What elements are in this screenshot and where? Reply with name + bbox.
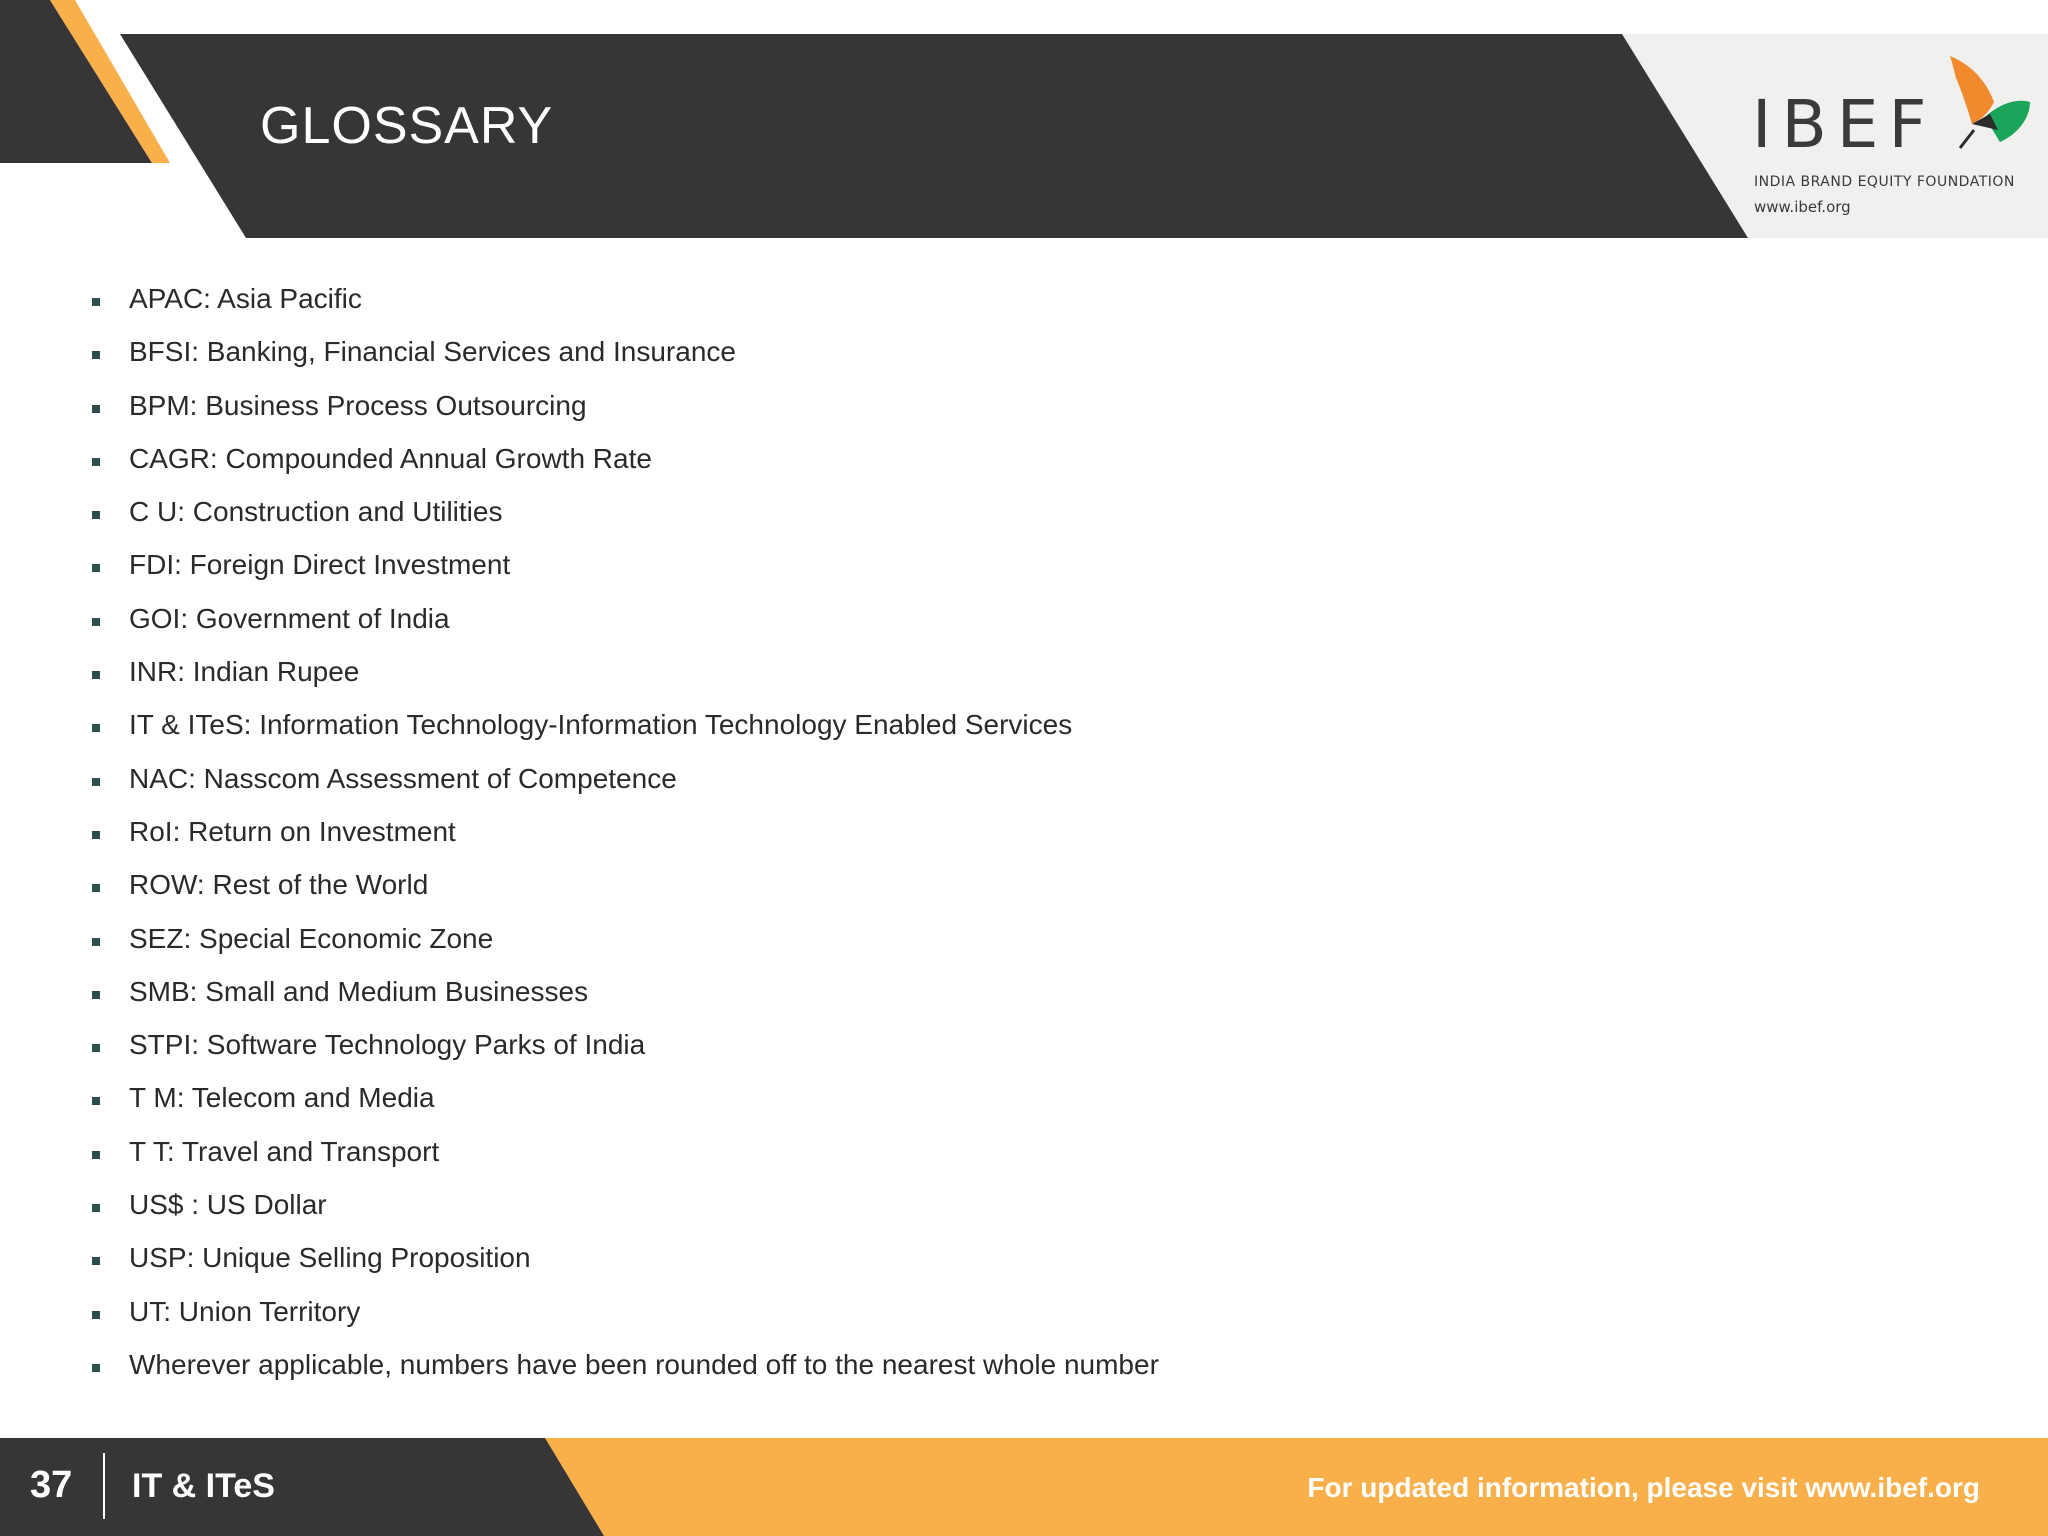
- glossary-item-text: C U: Construction and Utilities: [129, 496, 503, 528]
- glossary-item: [90, 655, 1159, 708]
- glossary-item-text: RoI: Return on Investment: [129, 815, 456, 847]
- square-bullet-icon: [92, 1257, 100, 1265]
- glossary-item-text: Wherever applicable, numbers have been rounded off to the nearest whole number: [129, 1348, 1159, 1380]
- glossary-item-text: IT & ITeS: Information Technology-Information Technology Enabled Services: [129, 709, 1073, 741]
- glossary-item: [90, 282, 1159, 335]
- square-bullet-icon: [92, 938, 100, 946]
- glossary-item: [90, 389, 1159, 442]
- glossary-item: [90, 495, 1159, 548]
- footer-dark-block: [0, 1438, 604, 1536]
- logo-tagline: INDIA BRAND EQUITY FOUNDATION: [1754, 174, 2015, 190]
- glossary-item: [90, 1295, 1159, 1348]
- square-bullet-icon: [92, 831, 100, 839]
- glossary-item-text: STPI: Software Technology Parks of India: [129, 1029, 646, 1061]
- glossary-list: [90, 282, 1159, 1401]
- glossary-item: [90, 922, 1159, 975]
- square-bullet-icon: [92, 351, 100, 359]
- glossary-item: [90, 708, 1159, 761]
- glossary-item: [90, 1135, 1159, 1188]
- square-bullet-icon: [92, 724, 100, 732]
- square-bullet-icon: [92, 1097, 100, 1105]
- glossary-item: [90, 1348, 1159, 1401]
- glossary-item: [90, 975, 1159, 1028]
- glossary-item-text: NAC: Nasscom Assessment of Competence: [129, 762, 677, 794]
- square-bullet-icon: [92, 1364, 100, 1372]
- glossary-item: [90, 1081, 1159, 1134]
- glossary-item-text: ROW: Rest of the World: [129, 869, 429, 901]
- glossary-item-text: APAC: Asia Pacific: [129, 283, 362, 314]
- square-bullet-icon: [92, 458, 100, 466]
- glossary-item: [90, 762, 1159, 815]
- glossary-item: [90, 868, 1159, 921]
- glossary-item-text: BFSI: Banking, Financial Services and Insurance: [129, 336, 736, 368]
- footer-divider: [103, 1453, 105, 1519]
- square-bullet-icon: [92, 511, 100, 519]
- glossary-item: [90, 335, 1159, 388]
- glossary-item: [90, 1028, 1159, 1081]
- page-title: GLOSSARY: [260, 97, 554, 155]
- glossary-item: [90, 602, 1159, 655]
- square-bullet-icon: [92, 1204, 100, 1212]
- footer-visit-link[interactable]: For updated information, please visit www.ibef.org: [1307, 1472, 1980, 1503]
- glossary-item-text: US$ : US Dollar: [129, 1189, 327, 1221]
- glossary-item-text: USP: Unique Selling Proposition: [129, 1242, 531, 1274]
- square-bullet-icon: [92, 298, 100, 306]
- glossary-item-text: SMB: Small and Medium Businesses: [129, 975, 589, 1007]
- square-bullet-icon: [92, 884, 100, 892]
- square-bullet-icon: [92, 1044, 100, 1052]
- glossary-item-text: BPM: Business Process Outsourcing: [129, 389, 587, 421]
- glossary-item-text: GOI: Government of India: [129, 602, 450, 634]
- square-bullet-icon: [92, 1151, 100, 1159]
- glossary-item-text: FDI: Foreign Direct Investment: [129, 549, 511, 581]
- ibef-logo: [1750, 52, 2040, 222]
- glossary-item-text: SEZ: Special Economic Zone: [129, 922, 494, 954]
- glossary-item-text: T M: Telecom and Media: [129, 1082, 435, 1114]
- glossary-item-text: INR: Indian Rupee: [129, 656, 360, 688]
- square-bullet-icon: [92, 1311, 100, 1319]
- glossary-item: [90, 548, 1159, 601]
- glossary-item-text: CAGR: Compounded Annual Growth Rate: [129, 442, 652, 474]
- square-bullet-icon: [92, 778, 100, 786]
- logo-url: www.ibef.org: [1754, 198, 1851, 216]
- square-bullet-icon: [92, 991, 100, 999]
- glossary-item: [90, 442, 1159, 495]
- logo-wordmark: IBEF: [1752, 86, 1937, 163]
- glossary-item: [90, 1188, 1159, 1241]
- glossary-item-text: UT: Union Territory: [129, 1295, 361, 1327]
- glossary-item: [90, 815, 1159, 868]
- square-bullet-icon: [92, 671, 100, 679]
- glossary-item-text: T T: Travel and Transport: [129, 1135, 440, 1167]
- glossary-item: [90, 1241, 1159, 1294]
- square-bullet-icon: [92, 405, 100, 413]
- square-bullet-icon: [92, 618, 100, 626]
- square-bullet-icon: [92, 564, 100, 572]
- page-number: 37: [30, 1464, 73, 1506]
- footer-section-label: IT & ITeS: [132, 1467, 275, 1505]
